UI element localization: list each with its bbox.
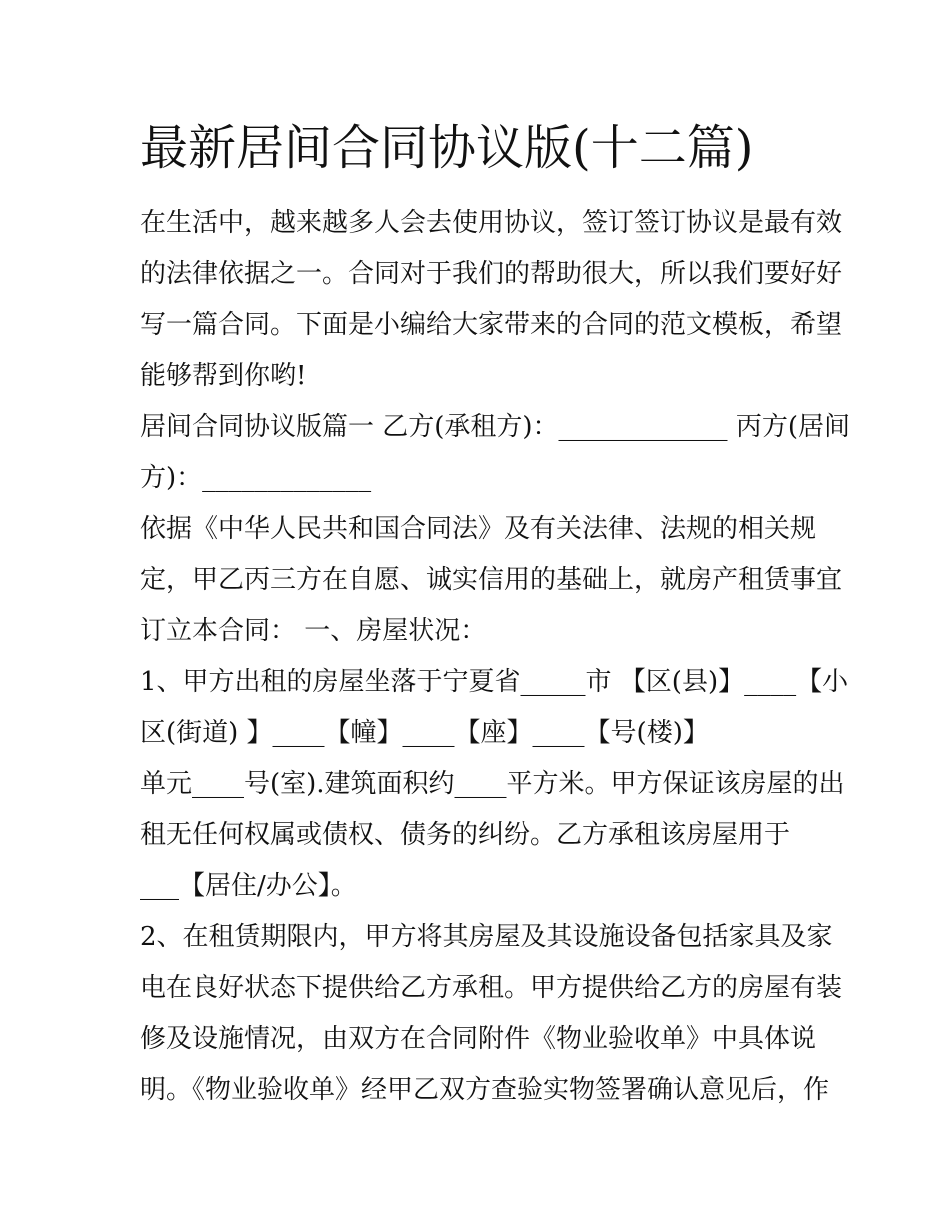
text-line: 租无任何权属或债权、债务的纠纷。乙方承租该房屋用于: [140, 820, 791, 850]
text-line: 写一篇合同。下面是小编给大家带来的合同的范文模板，希望: [140, 310, 843, 340]
text-line: 明。《物业验收单》经甲乙双方查验实物签署确认意见后，作: [140, 1075, 830, 1105]
document-body: [140, 198, 850, 1116]
text-line: 依据《中华人民共和国合同法》及有关法律、法规的相关规: [140, 514, 817, 544]
text-line: 1、甲方出租的房屋坐落于宁夏省_____市 【区(县)】____【小: [140, 667, 849, 697]
text-line: 电在良好状态下提供给乙方承租。甲方提供给乙方的房屋有装: [140, 973, 843, 1003]
document-title: 最新居间合同协议版(十二篇): [140, 120, 754, 176]
text-line: 的法律依据之一。合同对于我们的帮助很大，所以我们要好好: [140, 259, 843, 289]
text-line: 定，甲乙丙三方在自愿、诚实信用的基础上，就房产租赁事宜: [140, 565, 843, 595]
text-line: 单元____号(室).建筑面积约____平方米。甲方保证该房屋的出: [140, 769, 845, 799]
text-line: 在生活中，越来越多人会去使用协议，签订签订协议是最有效: [140, 208, 843, 238]
text-line: 居间合同协议版篇一 乙方(承租方)：_____________ 丙方(居间: [140, 412, 850, 442]
text-line: 区(街道) 】____【幢】____【座】____【号(楼)】: [140, 718, 709, 748]
text-line: 能够帮到你哟!: [140, 361, 307, 391]
text-line: ___【居住/办公】。: [140, 871, 357, 901]
text-line: 方)：_____________: [140, 463, 372, 493]
text-line: 2、在租赁期限内，甲方将其房屋及其设施设备包括家具及家: [140, 922, 833, 952]
text-line: 修及设施情况，由双方在合同附件《物业验收单》中具体说: [140, 1024, 817, 1054]
text-line: 订立本合同： 一、房屋状况：: [140, 616, 487, 646]
